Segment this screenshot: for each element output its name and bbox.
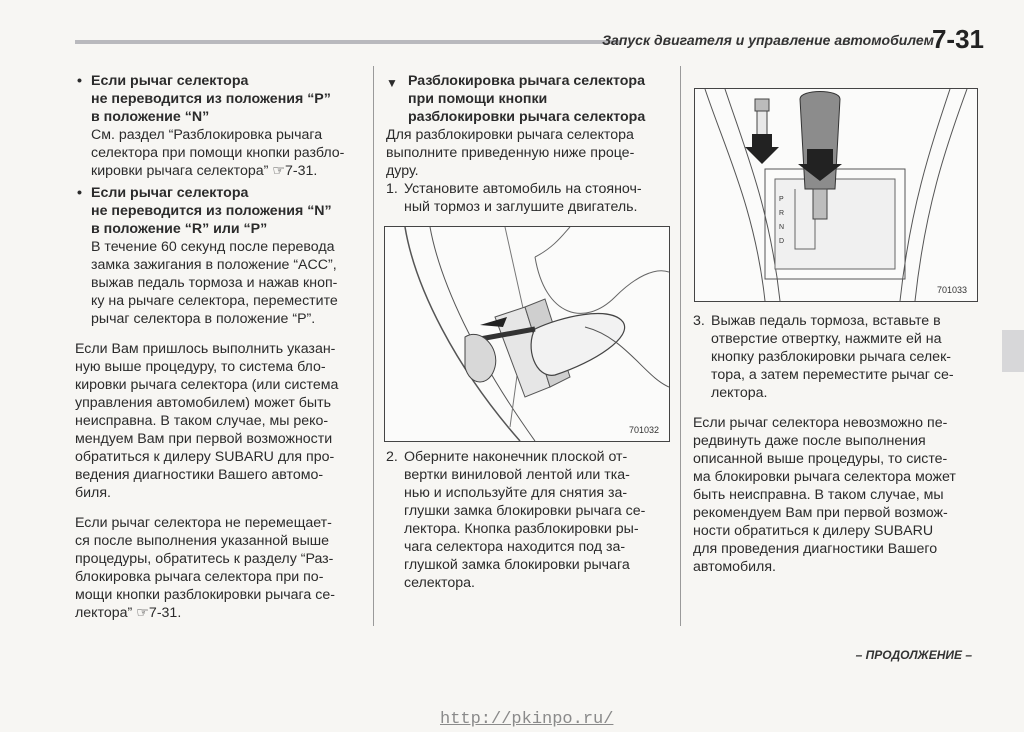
page-number: 7-31: [931, 24, 984, 54]
bullet-heading: Если рычаг селектора не переводится из положения “N” в положение “R” или “P”: [91, 185, 332, 237]
section-heading: ▼ Разблокировка рычага селектора при помощи кнопки разблокировки рычага селектора: [386, 73, 646, 125]
column-middle: [386, 72, 668, 216]
paragraph-reference: Если рычаг селектора не перемещает- ся после выполнения указанной выше процедуры, обратитесь к разделу “Раз- блокировка рычага селектора при по- мощи кнопки разблокировки рычага се- лектора” ☞7-31.: [75, 515, 335, 621]
section-title: Запуск двигателя и управление автомобилем: [602, 32, 934, 48]
bullet-heading: Если рычаг селектора не переводится из положения “P” в положение “N”: [91, 73, 331, 125]
figure-shift-gate: [694, 88, 978, 302]
gate-label-p: P: [779, 196, 784, 203]
column-left: [75, 72, 360, 622]
paragraph-malfunction-right: Если рычаг селектора невозможно пе- редвинуть даже после выполнения описанной выше процедуры, то систе- ма блокировки рычага селектора может быть неисправна. В таком случае, мы рекомендуем Вам при первой возмож- ности обратиться к дилеру SUBARU для проведения диагностики Вашего автомобиля.: [693, 415, 956, 575]
column-divider: [680, 66, 681, 626]
paragraph-malfunction: Если Вам пришлось выполнить указан- ную выше процедуру, то система бло- кировки рычага селектора (или система управления автомобилем) может быть неисправна. В таком случае, мы реко- мендуем Вам при первой возможности обратиться к дилеру SUBARU для про- ведения диагностики Вашего автомо- биля.: [75, 341, 339, 501]
intro-paragraph: Для разблокировки рычага селектора выполните приведенную ниже проце- дуру.: [386, 127, 635, 179]
gate-label-r: R: [779, 210, 785, 217]
gate-label-n: N: [779, 224, 785, 231]
bullet-body: В течение 60 секунд после перевода замка зажигания в положение “ACC”, выжав педаль тормоза и нажав кноп- ку на рычаге селектора, переместите рычаг селектора в положение “P”.: [91, 239, 338, 327]
step-1: 1. Установите автомобиль на стояноч- ный тормоз и заглушите двигатель.: [386, 181, 642, 215]
step-number: 1.: [386, 181, 398, 197]
illustration-screwdriver: [385, 227, 669, 441]
bullet-dot: •: [77, 185, 82, 201]
figure-code: 701033: [936, 285, 967, 295]
illustration-shift-lever: [695, 89, 977, 301]
source-url[interactable]: http://pkinpo.ru/: [440, 710, 614, 729]
step-2: 2. Оберните наконечник плоской от- вертки виниловой лентой или тка- нью и используйте для снятия за- глушки замка блокировки рычага се- лектора. Кнопка разблокировки ры- чага селектора находится под за- глушкой замка блокировки рычага селектора.: [386, 449, 646, 591]
step-number: 2.: [386, 449, 398, 465]
column-divider: [373, 66, 374, 626]
step-3: 3. Выжав педаль тормоза, вставьте в отверстие отвертку, нажмите ей на кнопку разблокировки рычага селек- тора, а затем переместите рычаг се- лектора.: [693, 313, 954, 401]
bullet-p-to-n: [75, 72, 360, 180]
column-middle-lower: [386, 448, 668, 592]
triangle-icon: ▼: [386, 76, 398, 90]
gate-label-d: D: [779, 238, 785, 245]
header-rule: [75, 40, 620, 44]
bullet-n-to-rp: [75, 184, 360, 328]
figure-screwdriver-cap: [384, 226, 670, 442]
continued-label: – ПРОДОЛЖЕНИЕ –: [855, 648, 972, 662]
figure-code: 701032: [628, 425, 659, 435]
step-number: 3.: [693, 313, 705, 329]
bullet-body: См. раздел “Разблокировка рычага селектора при помощи кнопки разбло- кировки рычага селектора” ☞7-31.: [91, 127, 345, 179]
column-right: [693, 312, 980, 576]
bullet-dot: •: [77, 73, 82, 89]
chapter-tab: [1002, 330, 1024, 372]
